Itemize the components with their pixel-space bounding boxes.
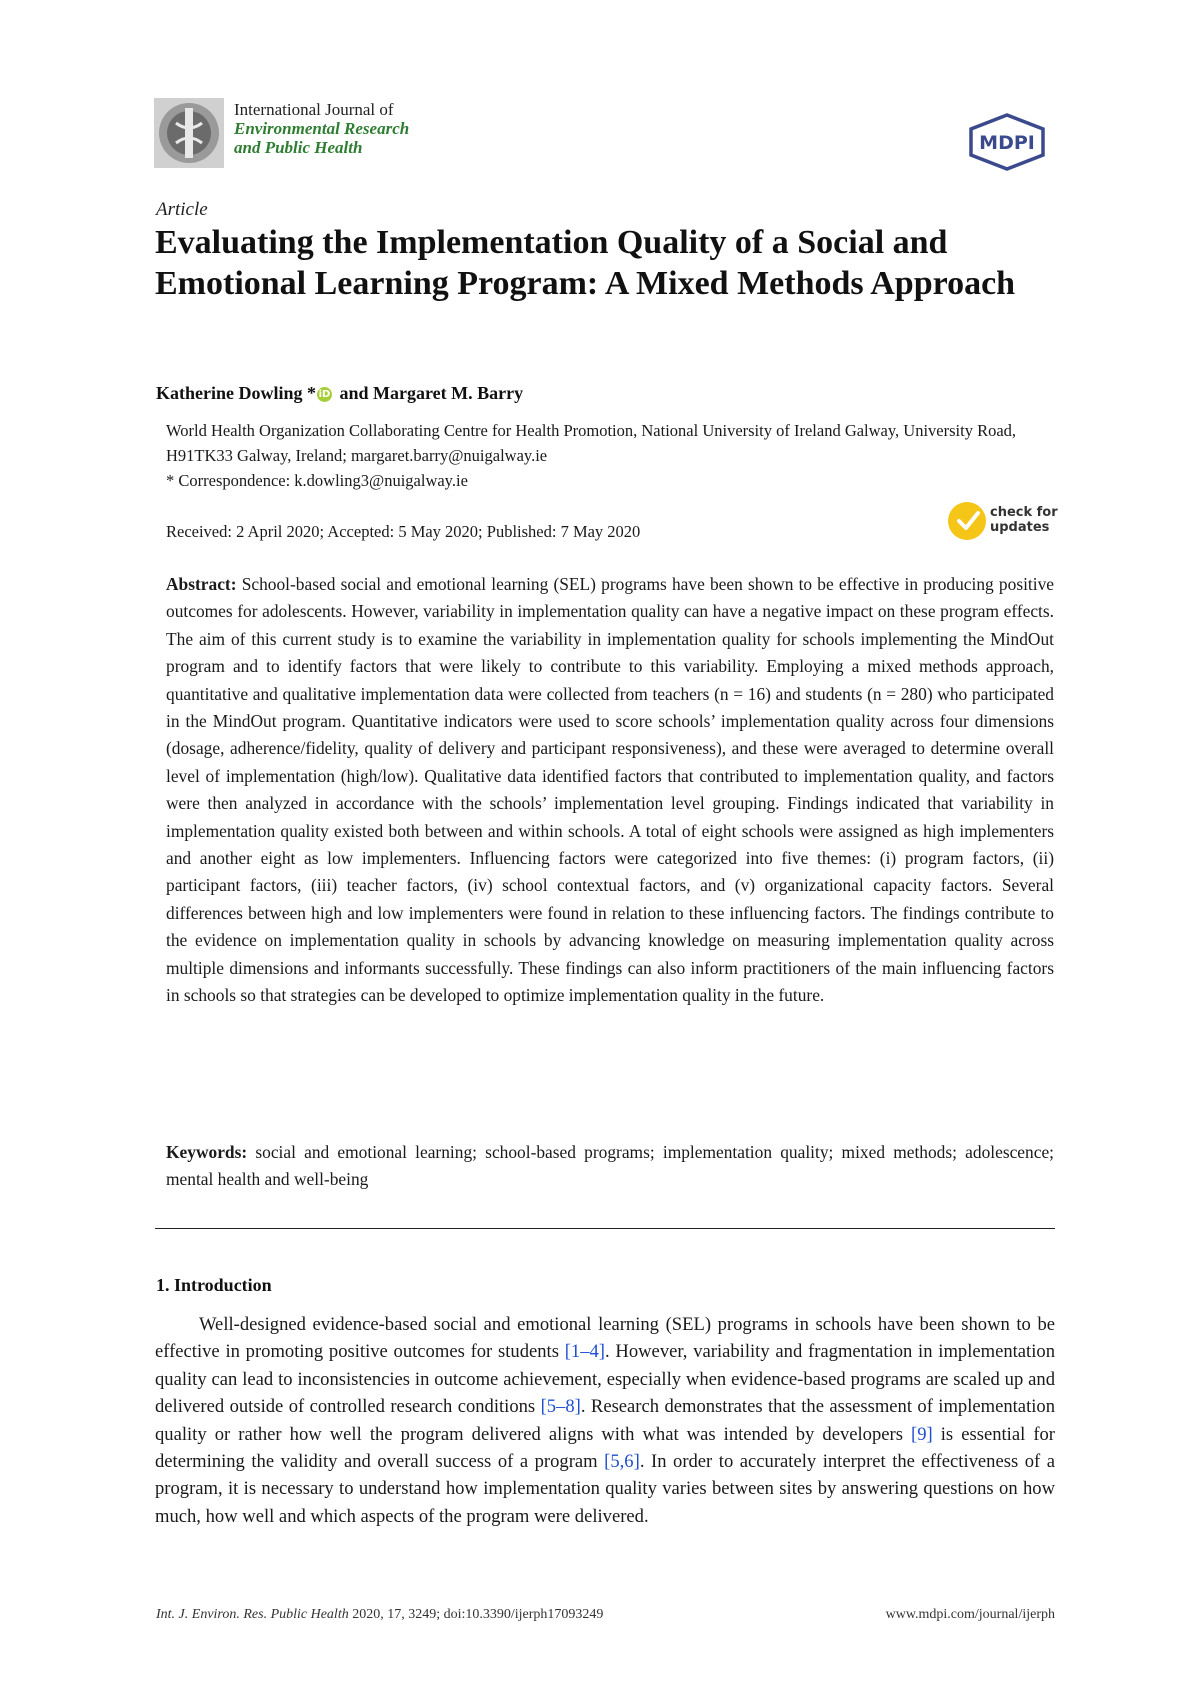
abstract [166, 571, 1054, 1010]
checkmark-icon [956, 508, 980, 532]
paragraph-text: . However, variability and fragmentation in implementation quality can lead to inconsistencies in outcome achievement, especially when evidence-based programs are scaled up and delivered outside of controlled research conditions [155, 1341, 1055, 1418]
section-heading: 1. Introduction [156, 1275, 272, 1295]
journal-line-1: International Journal of [234, 100, 394, 119]
footer-url[interactable]: www.mdpi.com/journal/ijerph [885, 1607, 1055, 1622]
paragraph-text: . In order to accurately interpret the effectiveness of a program, it is necessary to understand how implementation quality varies between sites by answering questions on how much, how well and which aspects of the program were delivered. [155, 1451, 1055, 1527]
check-for-updates-badge[interactable] [948, 502, 1060, 542]
publication-dates: Received: 2 April 2020; Accepted: 5 May 2020; Published: 7 May 2020 [166, 522, 641, 541]
check-updates-line-2: updates [990, 520, 1050, 535]
section-divider [155, 1228, 1055, 1229]
mdpi-logo-icon [967, 113, 1047, 171]
paragraph-text: . Research demonstrates that the assessment of implementation quality or rather how well the program delivered aligns with what was intended by developers [155, 1396, 1055, 1445]
abstract-text: School-based social and emotional learning (SEL) programs have been shown to be effective in producing positive outcomes for adolescents. However, variability in implementation quality can have a negative impact on these program effects. The aim of this current study is to examine the variability in implementation quality for schools implementing the MindOut program and to identify factors that were likely to contribute to this variability. Employing a mixed methods approach, quantitative and qualitative implementation data were collected from teachers (n = 16) and students (n = 280) who participated in the MindOut program. Quantitative indicators were used to score schools’ implementation quality across four dimensions (dosage, adherence/fidelity, quality of delivery and participant responsiveness), and these were averaged to determine overall level of implementation (high/low). Qualitative data identified factors that contributed to implementation quality, and factors were then analyzed in accordance with the schools’ implementation level grouping. Findings indicated that variability in implementation quality existed both between and within schools. A total of eight schools were assigned as high implementers and another eight as low implementers. Influencing factors were categorized into five themes: (i) program factors, (ii) participant factors, (iii) teacher factors, (iv) school contextual factors, and (v) organizational capacity factors. Several differences between high and low implementers were found in relation to these influencing factors. The findings contribute to the evidence on implementation quality in schools by advancing knowledge on measuring implementation quality across multiple dimensions and informants successfully. These findings can also inform practitioners of the main influencing factors in schools so that strategies can be developed to optimize implementation quality in the future. [166, 574, 1054, 1006]
abstract-label: Abstract: [166, 574, 237, 594]
affiliation-block [166, 418, 1056, 493]
citation-link[interactable]: [1–4] [564, 1341, 605, 1363]
check-updates-line-1: check for [990, 505, 1058, 520]
citation-link[interactable]: [5–8] [540, 1396, 581, 1418]
orcid-icon[interactable]: iD [318, 389, 331, 400]
journal-line-3: and Public Health [234, 138, 363, 157]
author-list [156, 383, 523, 404]
footer-citation [156, 1607, 603, 1623]
article-type: Article [156, 199, 208, 220]
citation-link[interactable]: [9] [911, 1423, 933, 1445]
keywords-label: Keywords: [166, 1142, 248, 1162]
journal-name [234, 100, 409, 157]
svg-text:MDPI: MDPI [979, 132, 1035, 154]
footer-citation-text: 2020, 17, 3249; doi:10.3390/ijerph17093249 [348, 1607, 604, 1622]
keywords [166, 1139, 1054, 1194]
journal-logo-icon [154, 98, 224, 168]
author-name: Katherine Dowling [156, 383, 303, 403]
journal-line-2: Environmental Research [234, 119, 410, 138]
citation-link[interactable]: [5,6] [604, 1451, 640, 1473]
footer-journal-abbrev: Int. J. Environ. Res. Public Health [156, 1607, 349, 1622]
affiliation-text: World Health Organization Collaborating Centre for Health Promotion, National University of Ireland Galway, University Road, H91TK33 Galway, Ireland; margaret.barry@nuigalway.ie [166, 421, 1017, 465]
correspondence-text: * Correspondence: k.dowling3@nuigalway.ie [166, 471, 468, 490]
author-name: Margaret M. Barry [373, 383, 524, 403]
correspondence-mark: * [307, 383, 316, 403]
introduction-paragraph [155, 1311, 1055, 1530]
paragraph-text: Well-designed evidence-based social and emotional learning (SEL) programs in schools have been shown to be effective in promoting positive outcomes for students [155, 1314, 1055, 1363]
paper-title: Evaluating the Implementation Quality of a Social and Emotional Learning Program: A Mixed Methods Approach [155, 224, 1016, 302]
paragraph-text: is essential for determining the validity and overall success of a program [155, 1423, 1055, 1473]
keywords-text: social and emotional learning; school-based programs; implementation quality; mixed methods; adolescence; mental health and well-being [166, 1142, 1054, 1190]
author-connector: and [339, 383, 369, 403]
